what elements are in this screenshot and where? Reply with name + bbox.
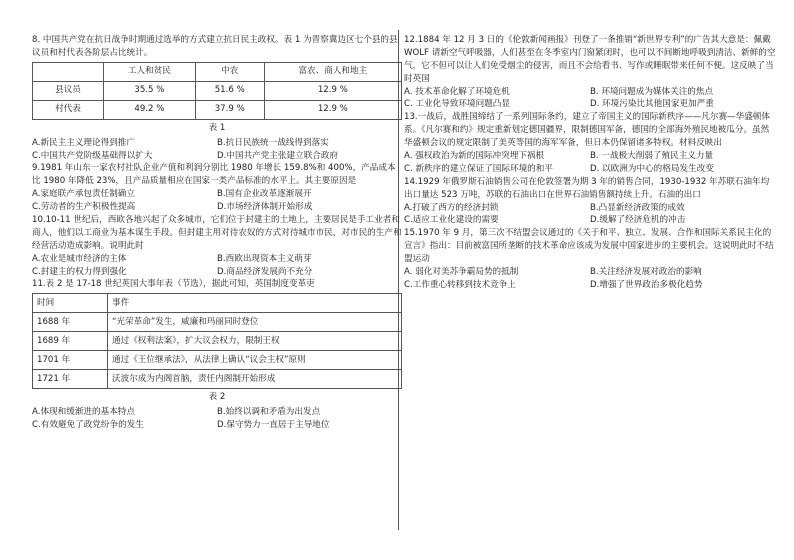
question-11-stem: 11.表 2 是 17-18 世纪英国大事年表（节选），据此可知，英国制度变革吏 (32, 279, 315, 290)
table-1-header: 中农 (195, 62, 264, 81)
option-c: C.封建主的权力得到强化 (32, 266, 127, 277)
table-row (33, 313, 402, 332)
table-2-header-row (33, 294, 402, 313)
question-14-stem: 14.1929 年俄罗斯石油销售公司在伦敦签署为期 3 年的销售合同，1930-1932 年苏联石油年均出口量达 523 万吨，苏联的石油出口在世界石油销售额持续上升。石油的出口 (404, 176, 770, 200)
option-a: A.打破了西方的经济封锁 (404, 202, 499, 213)
question-9 (32, 162, 402, 214)
question-14 (404, 176, 776, 228)
table-1-header: 富农、商人和地主 (264, 62, 401, 81)
question-14-options-row (404, 214, 776, 227)
question-9-options-row (32, 201, 402, 214)
table-cell: 沃波尔成为内阁首脑，责任内阁制开始形成 (108, 370, 402, 389)
question-12-stem: 12.1884 年 12 月 3 日的《伦敦新闻画报》刊登了一条推销“新世界专利”的广告其大意是：佩戴 WOLF 请新空气呼吸器，人们甚至在冬季室内门窗紧闭时，也可以不间断地呼吸到清洁、新鲜的空气，它不但可以让人们免受烟尘的侵害，而且不会给看书、写作或睡眠带来任何不便。这反映了当时英国 (404, 35, 776, 84)
table-1-header (33, 62, 104, 81)
option-a: A. 强权政治为新的国际冲突埋下祸根 (404, 151, 545, 162)
question-11-options-row (32, 406, 402, 419)
table-2-header: 时间 (33, 294, 108, 313)
table-2-caption: 表 2 (208, 392, 226, 403)
option-c: C.有效避免了政党纷争的发生 (32, 420, 144, 431)
question-13-stem: 13.一战后，战胜国缔结了一系列国际条约，建立了帝国主义的国际新秩序——凡尔赛—华盛顿体系。《凡尔赛和约》规定重新划定德国疆界，限制德国军备，德国的全部海外殖民地被瓜分。虽然华盛顿会议的规定限制了美英等国的海军军备，但日本仍保留诸多特权。材料反映出 (404, 112, 771, 149)
table-cell: 35.5 % (104, 81, 196, 100)
question-8-options-row (32, 150, 402, 163)
option-c: C.中国共产党阶级基础得以扩大 (32, 150, 153, 161)
table-cell: 12.9 % (264, 81, 401, 100)
question-15 (404, 227, 776, 291)
option-d: D.商品经济发展尚不充分 (217, 266, 313, 277)
question-14-options-row (404, 202, 776, 215)
option-d: D. 以欧洲为中心的格局发生改变 (590, 163, 714, 174)
table-1-caption: 表 1 (208, 122, 226, 133)
option-d: D.保守势力一直居于主导地位 (217, 420, 330, 431)
table-cell: 1688 年 (33, 313, 108, 332)
question-10 (32, 214, 402, 278)
table-cell: 1689 年 (33, 332, 108, 351)
table-2 (32, 293, 402, 389)
option-d: D.中国共产党主张建立联合政府 (217, 150, 339, 161)
option-d: D. 环境污染比其他国家更加严重 (590, 99, 714, 110)
table-cell: 县议员 (33, 81, 104, 100)
option-b: B.抗日民族统一战线得到落实 (217, 137, 329, 148)
table-cell: 51.6 % (195, 81, 264, 100)
option-b: B. 环境问题成为媒体关注的焦点 (590, 86, 714, 97)
table-row (33, 370, 402, 389)
table-cell: 37.9 % (195, 100, 264, 119)
option-c: C.适应工业化建设的需要 (404, 215, 499, 226)
question-11 (32, 278, 402, 432)
question-8 (32, 34, 402, 162)
table-cell: 1701 年 (33, 351, 108, 370)
question-9-options-row (32, 188, 402, 201)
table-cell: 49.2 % (104, 100, 196, 119)
question-15-options-row (404, 266, 776, 279)
table-row (33, 351, 402, 370)
option-a: A. 技术革命化解了环境危机 (404, 86, 510, 97)
table-cell: 12.9 % (264, 100, 401, 119)
question-11-options-row (32, 419, 402, 432)
table-1-header-row (33, 62, 402, 81)
question-12 (404, 34, 776, 111)
option-d: D.缓解了经济危机的冲击 (590, 215, 686, 226)
option-b: B.始终以调和矛盾为出发点 (217, 407, 321, 418)
option-a: A. 弱化对美苏争霸局势的抵制 (404, 267, 519, 278)
question-15-stem: 15.1970 年 9 月，第三次不结盟会议通过的《关于和平、独立、发展、合作和国际关系民主化的宣言》指出：目前被富国所垄断的技术革命应该成为发展中国家进步的主要机会。这说明此时不结盟运动 (404, 228, 774, 265)
question-10-stem: 10.10-11 世纪后，西欧各地兴起了众多城市，它们位于封建主的土地上，主要居民是手工业者和商人，他们以工商业为基本谋生手段。但封建主用对待农奴的方式对待城市市民，对市民的生产和经营活动造成影响。说明此时 (32, 215, 402, 251)
option-b: B.凸显新经济政策的成效 (590, 202, 685, 213)
option-b: B.西欧出现资本主义萌芽 (217, 253, 312, 264)
table-2-header: 事件 (108, 294, 402, 313)
option-a: A.体现和缓渐进的基本特点 (32, 407, 135, 418)
table-row (33, 100, 402, 119)
question-12-options-row (404, 98, 776, 111)
question-9-stem: 9.1981 年山东一家农村社队企业产值和利润分别比 1980 年增长 159.8%和 400%，产品成本比 1980 年降低 23%，且产品质量相应在国家一类产品标准的水平上。其主要原因是 (32, 163, 396, 187)
question-12-options-row (404, 86, 776, 99)
question-8-options-row (32, 137, 402, 150)
option-b: B.国有企业改革逐渐展开 (217, 189, 312, 200)
option-a: A.农业是城市经济的主体 (32, 253, 127, 264)
question-8-stem: 8. 中国共产党在抗日战争时期通过选举的方式建立抗日民主政权。表 1 为晋察冀边区七个县的县议员和村代表各阶层占比统计。 (32, 35, 398, 58)
option-d: D.市场经济体制开始形成 (217, 202, 313, 213)
option-c: C.工作重心转移到技术竞争上 (404, 279, 516, 290)
question-10-options-row (32, 266, 402, 279)
option-b: B. 一战极大削弱了殖民主义力量 (590, 151, 714, 162)
table-cell: 通过《权利法案》，扩大议会权力，限制王权 (108, 332, 402, 351)
left-column (32, 34, 402, 432)
option-c: C. 工业化导致环境问题凸显 (404, 99, 510, 110)
table-row (33, 81, 402, 100)
question-10-options-row (32, 253, 402, 266)
option-a: A.新民主主义理论得到推广 (32, 137, 135, 148)
table-cell: 通过《王位继承法》，从法律上确认“议会主权”原则 (108, 351, 402, 370)
option-c: C. 新秩序的建立保证了国际环境的和平 (404, 163, 553, 174)
option-a: A.家庭联产承包责任制确立 (32, 189, 135, 200)
question-13 (404, 111, 776, 175)
option-d: D.增强了世界政治多极化趋势 (590, 279, 703, 290)
question-13-options-row (404, 163, 776, 176)
table-cell: 1721 年 (33, 370, 108, 389)
table-row (33, 332, 402, 351)
option-b: B.关注经济发展对政治的影响 (590, 267, 702, 278)
table-cell: “光荣革命”发生，威廉和玛丽同时登位 (108, 313, 402, 332)
option-c: C.劳动者的生产积极性提高 (32, 202, 136, 213)
question-13-options-row (404, 150, 776, 163)
table-1 (32, 62, 402, 120)
table-1-header: 工人和贫民 (104, 62, 196, 81)
right-column (404, 34, 776, 292)
table-cell: 村代表 (33, 100, 104, 119)
question-15-options-row (404, 279, 776, 292)
